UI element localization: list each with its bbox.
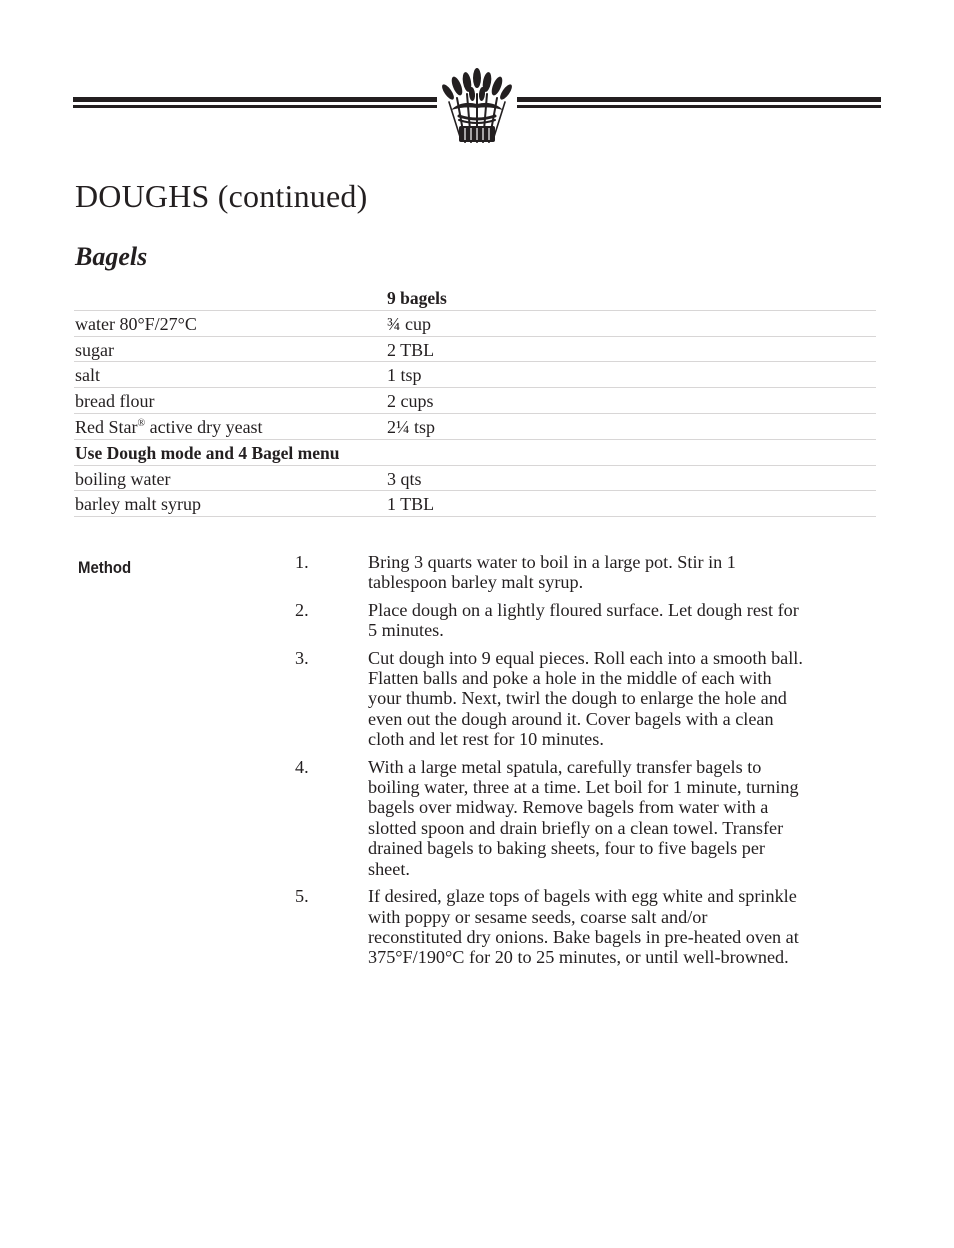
ingredients-header-row <box>74 285 876 311</box>
step-number: 2. <box>295 599 309 620</box>
ingredient-amount: 2¼ tsp <box>387 416 436 437</box>
ingredient-name <box>75 415 263 440</box>
ingredient-amount: 1 TBL <box>387 494 435 515</box>
ingredient-name: bread flour <box>75 391 155 412</box>
ingredient-name: salt <box>75 365 100 386</box>
step-number: 4. <box>295 756 309 777</box>
mode-instruction-row <box>74 440 876 466</box>
step-text: Cut dough into 9 equal pieces. Roll each into a smooth ball. Flatten balls and poke a hole in the middle of each with your thumb. Next, twirl the dough to enlarge the hole and even out the dough around it. Cover bagels with a clean cloth and let rest for 10 minutes. <box>368 647 803 750</box>
ingredient-amount: 2 cups <box>387 391 434 412</box>
ingredient-row <box>74 414 876 440</box>
method-label: Method <box>78 558 132 577</box>
step-number: 1. <box>295 552 309 572</box>
ingredients-table <box>74 285 876 517</box>
step-text: With a large metal spatula, carefully transfer bagels to boiling water, three at a time. Let boil for 1 minute, turning bagels over midway. Remove bagels from water with a slotted spoon and drain briefly on a clean towel. Transfer drained bagels to baking sheets, four to five bagels per sheet. <box>368 756 799 879</box>
ingredient-amount: 1 tsp <box>387 365 422 386</box>
ingredient-name: sugar <box>75 339 114 360</box>
method-step <box>295 600 815 641</box>
recipe-title: Bagels <box>75 242 148 271</box>
step-number: 3. <box>295 647 309 668</box>
mode-instruction: Use Dough mode and 4 Bagel menu <box>75 442 340 463</box>
method-step <box>295 552 815 593</box>
ingredient-row <box>74 491 876 517</box>
ingredient-row <box>74 362 876 388</box>
ingredient-row <box>74 311 876 337</box>
ingredient-name: barley malt syrup <box>75 494 201 515</box>
registered-mark: ® <box>137 417 146 429</box>
step-text: Place dough on a lightly floured surface. Let dough rest for 5 minutes. <box>368 599 799 641</box>
method-steps <box>295 552 815 975</box>
page-title: DOUGHS (continued) <box>75 178 368 214</box>
ingredient-name-brand: Red Star <box>75 416 138 437</box>
ingredient-name-rest: active dry yeast <box>145 416 263 437</box>
ingredient-row <box>74 337 876 363</box>
yield-header: 9 bagels <box>387 288 447 308</box>
step-text: If desired, glaze tops of bagels with egg white and sprinkle with poppy or sesame seeds, coarse salt and/or reconstituted dry onions. Bake bagels in pre-heated oven at 375°F/190°C for 20 to 25 minutes, or until well-browned. <box>368 886 799 968</box>
step-number: 5. <box>295 886 309 907</box>
ingredient-amount: 2 TBL <box>387 339 435 360</box>
ingredient-row <box>74 388 876 414</box>
ingredient-amount: 3 qts <box>387 468 422 489</box>
ingredient-name: water 80°F/27°C <box>75 313 197 334</box>
ingredient-amount: ¾ cup <box>387 313 431 334</box>
ingredient-row <box>74 466 876 492</box>
method-step <box>295 886 815 968</box>
step-text: Bring 3 quarts water to boil in a large pot. Stir in 1 tablespoon barley malt syrup. <box>368 552 736 593</box>
method-step <box>295 648 815 750</box>
method-step <box>295 757 815 879</box>
ingredient-name: boiling water <box>75 468 171 489</box>
wheat-sheaf-icon <box>437 64 517 146</box>
